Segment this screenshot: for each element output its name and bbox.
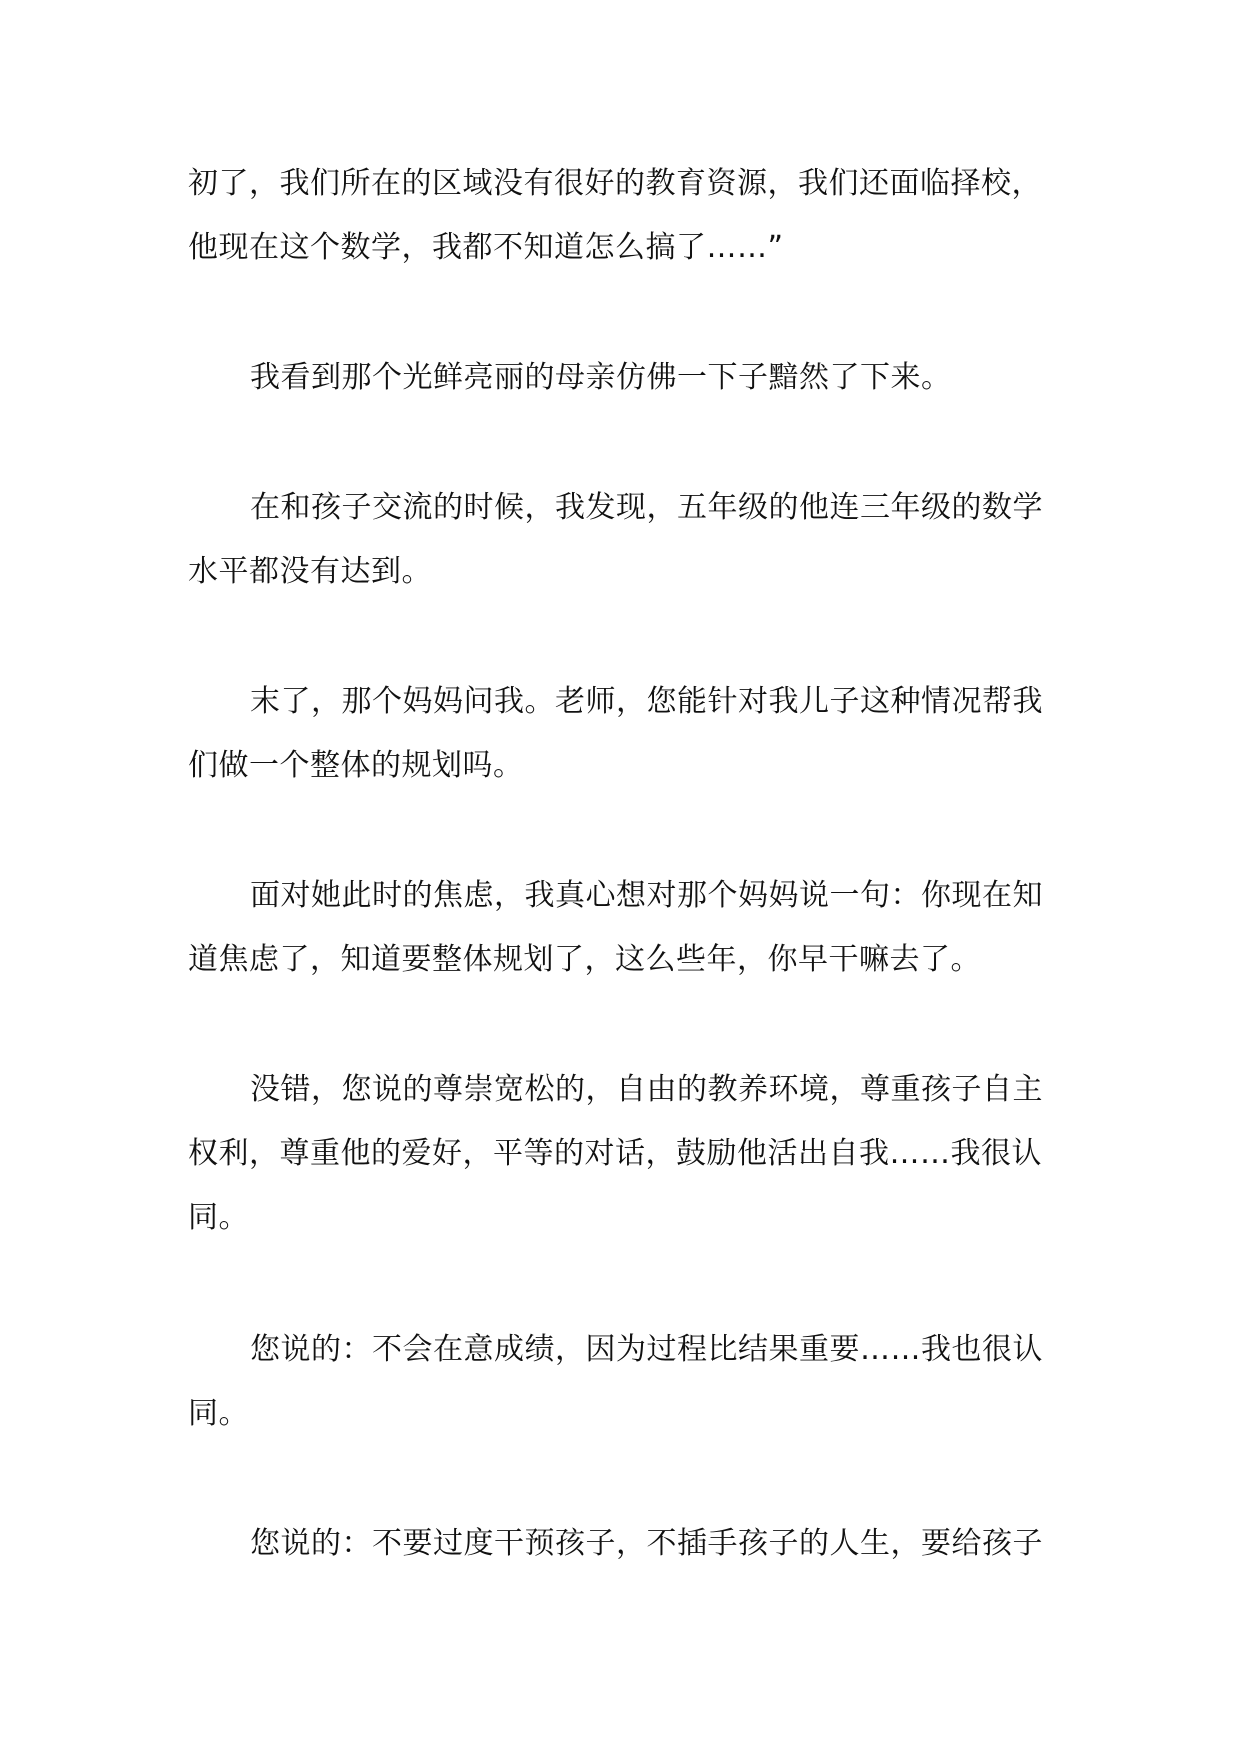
text-line: 初了，我们所在的区域没有很好的教育资源，我们还面临择校，	[188, 166, 1042, 201]
text-line: 水平都没有达到。	[188, 554, 432, 589]
paragraph-8	[188, 1512, 1058, 1576]
text-line: 同。	[188, 1396, 249, 1431]
text-line: 他现在这个数学，我都不知道怎么搞了……”	[188, 230, 784, 265]
text-line: 们做一个整体的规划吗。	[188, 748, 524, 783]
text-line: 道焦虑了，知道要整体规划了，这么些年，你早干嘛去了。	[188, 942, 981, 977]
paragraph-1	[188, 152, 1058, 280]
paragraph-7	[188, 1318, 1058, 1446]
text-line: 同。	[188, 1200, 249, 1235]
text-line: 我看到那个光鲜亮丽的母亲仿佛一下子黯然了下来。	[250, 360, 952, 395]
text-line: 末了，那个妈妈问我。老师，您能针对我儿子这种情况帮我	[250, 684, 1043, 719]
text-line: 在和孩子交流的时候，我发现，五年级的他连三年级的数学	[250, 490, 1043, 525]
text-line: 您说的：不会在意成绩，因为过程比结果重要……我也很认	[250, 1332, 1043, 1367]
paragraph-4	[188, 670, 1058, 798]
paragraph-6	[188, 1058, 1058, 1250]
paragraph-3	[188, 476, 1058, 604]
text-line: 没错，您说的尊崇宽松的，自由的教养环境，尊重孩子自主	[250, 1072, 1043, 1107]
paragraph-2	[188, 346, 1058, 410]
paragraph-5	[188, 864, 1058, 992]
text-line: 面对她此时的焦虑，我真心想对那个妈妈说一句：你现在知	[250, 878, 1043, 913]
text-line: 您说的：不要过度干预孩子，不插手孩子的人生，要给孩子	[250, 1526, 1043, 1561]
text-line: 权利，尊重他的爱好，平等的对话，鼓励他活出自我……我很认	[188, 1136, 1042, 1171]
